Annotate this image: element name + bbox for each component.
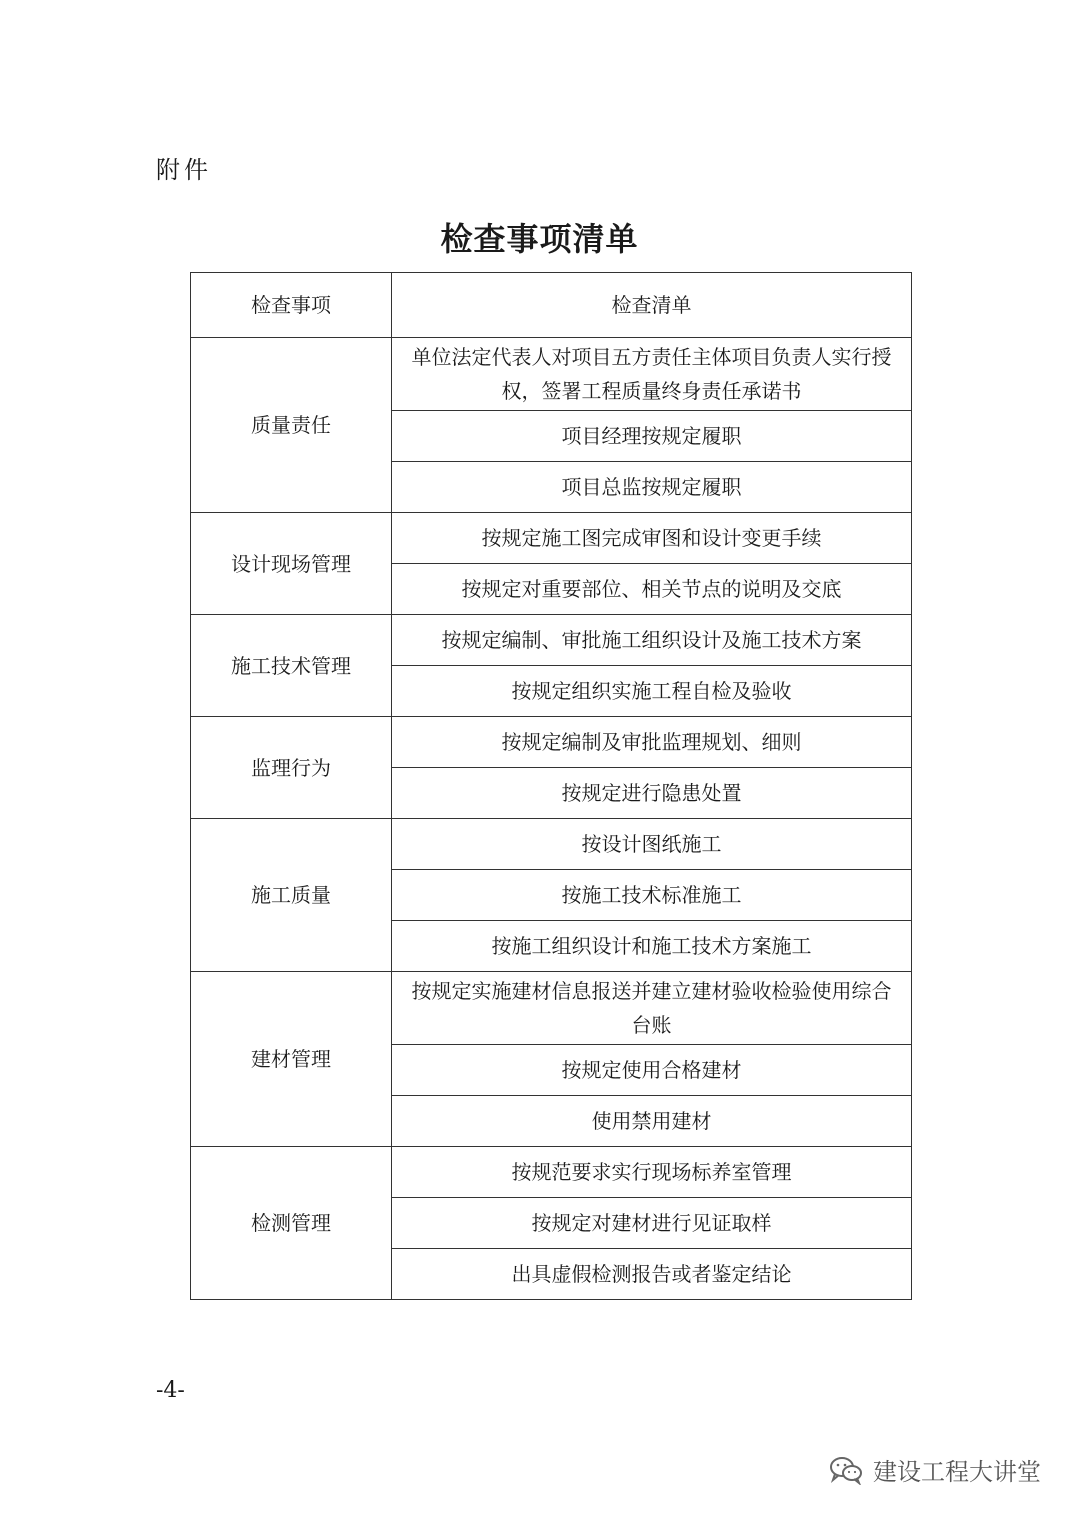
document-title: 检查事项清单 — [440, 220, 639, 258]
attachment-label: 附件 — [156, 156, 212, 184]
category-cell: 质量责任 — [191, 338, 392, 513]
checklist-item: 按施工组织设计和施工技术方案施工 — [392, 921, 912, 972]
category-cell: 建材管理 — [191, 972, 392, 1147]
header-inspection-item: 检查事项 — [191, 273, 392, 338]
table-row — [191, 1147, 912, 1198]
checklist-item: 按规定编制、审批施工组织设计及施工技术方案 — [392, 615, 912, 666]
checklist-item: 按规定对重要部位、相关节点的说明及交底 — [392, 564, 912, 615]
checklist-item: 按设计图纸施工 — [392, 819, 912, 870]
checklist-item: 按规定使用合格建材 — [392, 1045, 912, 1096]
checklist-item: 按施工技术标准施工 — [392, 870, 912, 921]
page-number: -4- — [156, 1378, 185, 1403]
checklist-item: 项目总监按规定履职 — [392, 462, 912, 513]
table-row — [191, 972, 912, 1045]
checklist-item: 按规范要求实行现场标养室管理 — [392, 1147, 912, 1198]
category-cell: 施工质量 — [191, 819, 392, 972]
checklist-item: 项目经理按规定履职 — [392, 411, 912, 462]
table-row — [191, 717, 912, 768]
checklist-item: 按规定施工图完成审图和设计变更手续 — [392, 513, 912, 564]
category-cell: 监理行为 — [191, 717, 392, 819]
checklist-item: 按规定对建材进行见证取样 — [392, 1198, 912, 1249]
table-row — [191, 819, 912, 870]
header-checklist: 检查清单 — [392, 273, 912, 338]
table-header-row — [191, 273, 912, 338]
category-cell: 检测管理 — [191, 1147, 392, 1300]
watermark-text: 建设工程大讲堂 — [873, 1458, 1041, 1486]
category-cell: 设计现场管理 — [191, 513, 392, 615]
checklist-item: 出具虚假检测报告或者鉴定结论 — [392, 1249, 912, 1300]
category-cell: 施工技术管理 — [191, 615, 392, 717]
table-row — [191, 513, 912, 564]
watermark — [829, 1452, 1041, 1487]
table-row — [191, 615, 912, 666]
checklist-item: 单位法定代表人对项目五方责任主体项目负责人实行授权，签署工程质量终身责任承诺书 — [392, 338, 912, 411]
wechat-icon — [829, 1455, 863, 1485]
checklist-item: 按规定进行隐患处置 — [392, 768, 912, 819]
checklist-table — [190, 272, 912, 1300]
checklist-item: 按规定编制及审批监理规划、细则 — [392, 717, 912, 768]
checklist-item: 按规定组织实施工程自检及验收 — [392, 666, 912, 717]
table-row — [191, 338, 912, 411]
checklist-item: 使用禁用建材 — [392, 1096, 912, 1147]
checklist-item: 按规定实施建材信息报送并建立建材验收检验使用综合台账 — [392, 972, 912, 1045]
